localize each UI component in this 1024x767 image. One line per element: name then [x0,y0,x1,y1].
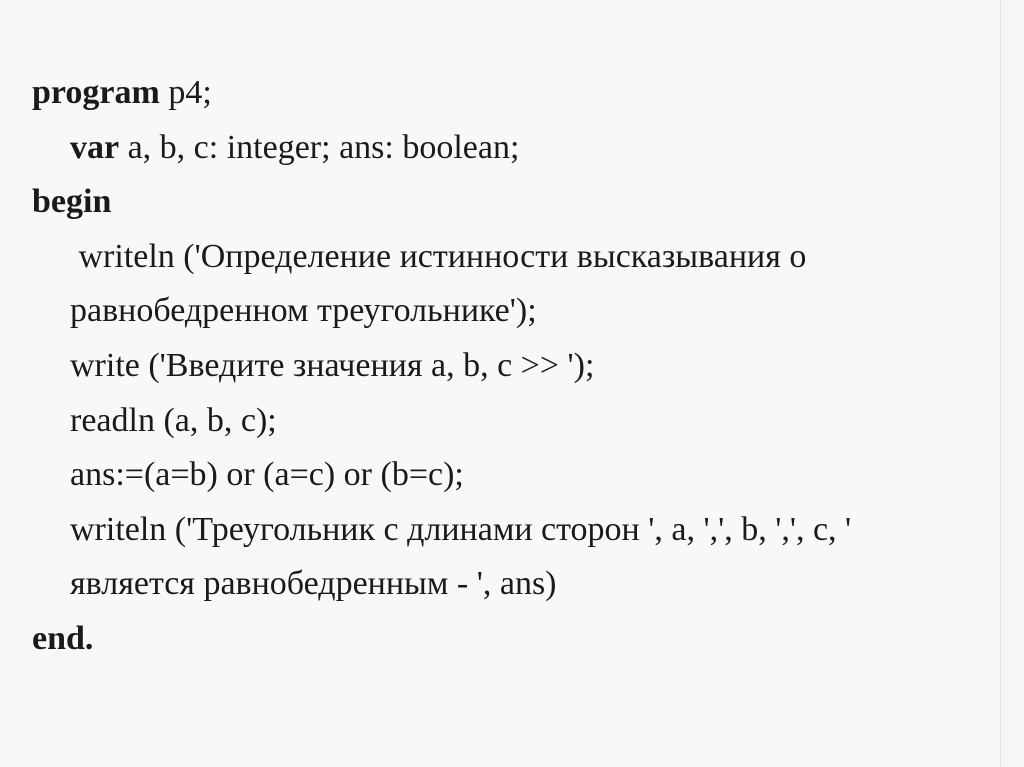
var-declaration: a, b, c: integer; ans: boolean; [119,128,520,166]
code-line-readln: readln (a, b, c); [70,401,277,439]
code-line-writeln-1: writeln ('Определение истинности высказывания о [70,237,807,275]
code-listing [32,66,992,667]
keyword-var: var [70,128,120,166]
code-line-write: write ('Введите значения a, b, c >> '); [70,346,595,384]
code-line-program [32,66,992,121]
program-name: p4; [159,74,212,111]
code-line-end [32,612,992,667]
keyword-end: end. [32,619,94,657]
code-line-var [32,121,992,176]
keyword-begin: begin [32,183,112,221]
code-line-writeln-1-cont: равнобедренном треугольнике'); [70,292,537,330]
code-line-begin [32,175,992,230]
code-line-writeln-2: writeln ('Треугольник с длинами сторон ', a, ',', b, ',', c, ' [70,510,852,548]
code-line-writeln-2-cont: является равнобедренным - ', ans) [70,565,557,603]
keyword-program: program [32,74,160,111]
code-line-ans-assign: ans:=(a=b) or (a=c) or (b=c); [70,456,464,494]
